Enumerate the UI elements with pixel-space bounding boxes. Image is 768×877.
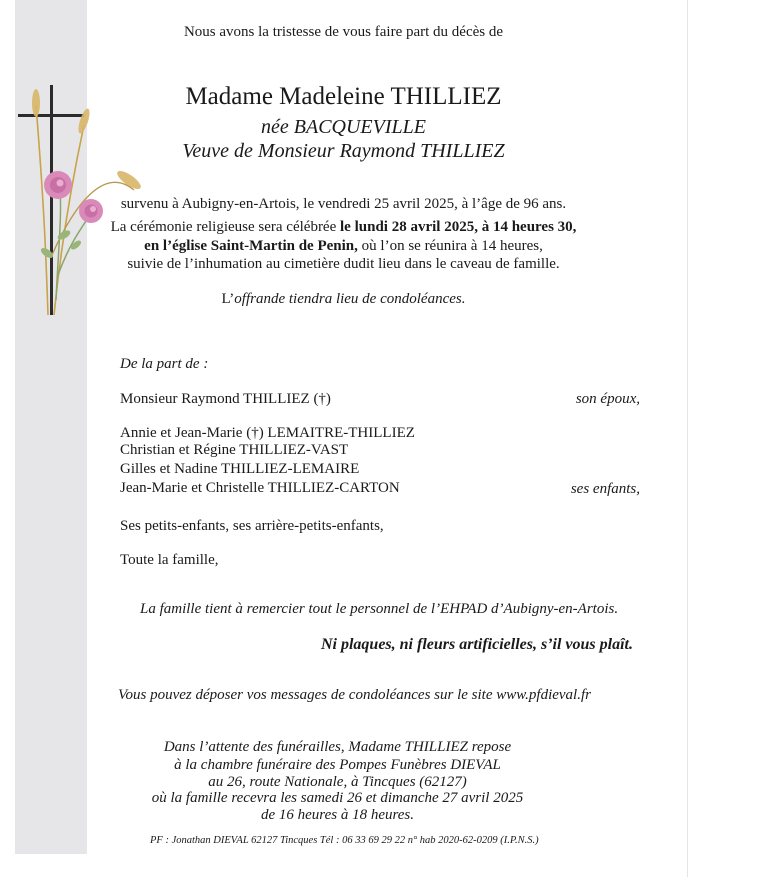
spouse-role: son époux, <box>575 391 640 407</box>
offering-line <box>0 290 687 308</box>
from-label: De la part de : <box>120 356 209 372</box>
announcement-line: Nous avons la tristesse de vous faire part du décès de <box>183 24 504 40</box>
ceremony-text: La cérémonie religieuse sera célébrée <box>110 219 341 235</box>
repose-line: où la famille recevra les samedi 26 et dimanche 27 avril 2025 <box>151 790 524 806</box>
child-entry: Jean-Marie et Christelle THILLIEZ-CARTON <box>120 480 400 496</box>
repose-line: Dans l’attente des funérailles, Madame THILLIEZ repose <box>163 739 512 755</box>
child-entry: Christian et Régine THILLIEZ-VAST <box>120 442 349 458</box>
church-line <box>0 237 687 255</box>
children-role: ses enfants, <box>570 481 640 497</box>
death-date-line: survenu à Aubigny-en-Artois, le vendredi 25 avril 2025, à l’âge de 96 ans. <box>120 196 567 212</box>
child-entry: Gilles et Nadine THILLIEZ-LEMAIRE <box>120 461 360 477</box>
deceased-name: Madame Madeleine THILLIEZ <box>185 83 502 110</box>
repose-line: au 26, route Nationale, à Tincques (62127) <box>208 774 467 790</box>
wheat-ear <box>115 168 144 192</box>
no-flowers-line: Ni plaques, ni fleurs artificielles, s’il vous plaît. <box>320 636 633 653</box>
maiden-name: née BACQUEVILLE <box>261 116 426 138</box>
rose-petal <box>57 180 64 187</box>
ceremony-date: le lundi 28 avril 2025, à 14 heures 30, <box>340 219 577 235</box>
funeral-home-footer: PF : Jonathan DIEVAL 62127 Tincques Tél : 06 33 69 29 22 n° hab 2020-62-0209 (I.P.N.S.) <box>150 835 539 846</box>
ceremony-line <box>0 218 687 236</box>
widow-line: Veuve de Monsieur Raymond THILLIEZ <box>182 140 505 162</box>
offering-prefix: L’ <box>221 291 235 307</box>
burial-line: suivie de l’inhumation au cimetière dudit lieu dans le caveau de famille. <box>127 256 560 272</box>
repose-line: de 16 heures à 18 heures. <box>260 807 415 823</box>
child-entry: Annie et Jean-Marie (†) LEMAITRE-THILLIEZ <box>120 425 415 441</box>
thanks-line: La famille tient à remercier tout le personnel de l’EHPAD d’Aubigny-en-Artois. <box>140 601 619 617</box>
spouse-name: Monsieur Raymond THILLIEZ (†) <box>120 391 331 407</box>
repose-line: à la chambre funéraire des Pompes Funèbres DIEVAL <box>174 757 501 773</box>
page-fold-line <box>687 0 688 877</box>
grandchildren-line: Ses petits-enfants, ses arrière-petits-enfants, <box>120 518 384 534</box>
website-message: Vous pouvez déposer vos messages de condoléances sur le site www.pfdieval.fr <box>118 687 591 703</box>
church-name: en l’église Saint-Martin de Penin, <box>144 238 358 254</box>
offering-text: offrande tiendra lieu de condoléances. <box>234 291 466 307</box>
gathering-text: où l’on se réunira à 14 heures, <box>357 238 543 254</box>
all-family-line: Toute la famille, <box>120 552 219 568</box>
